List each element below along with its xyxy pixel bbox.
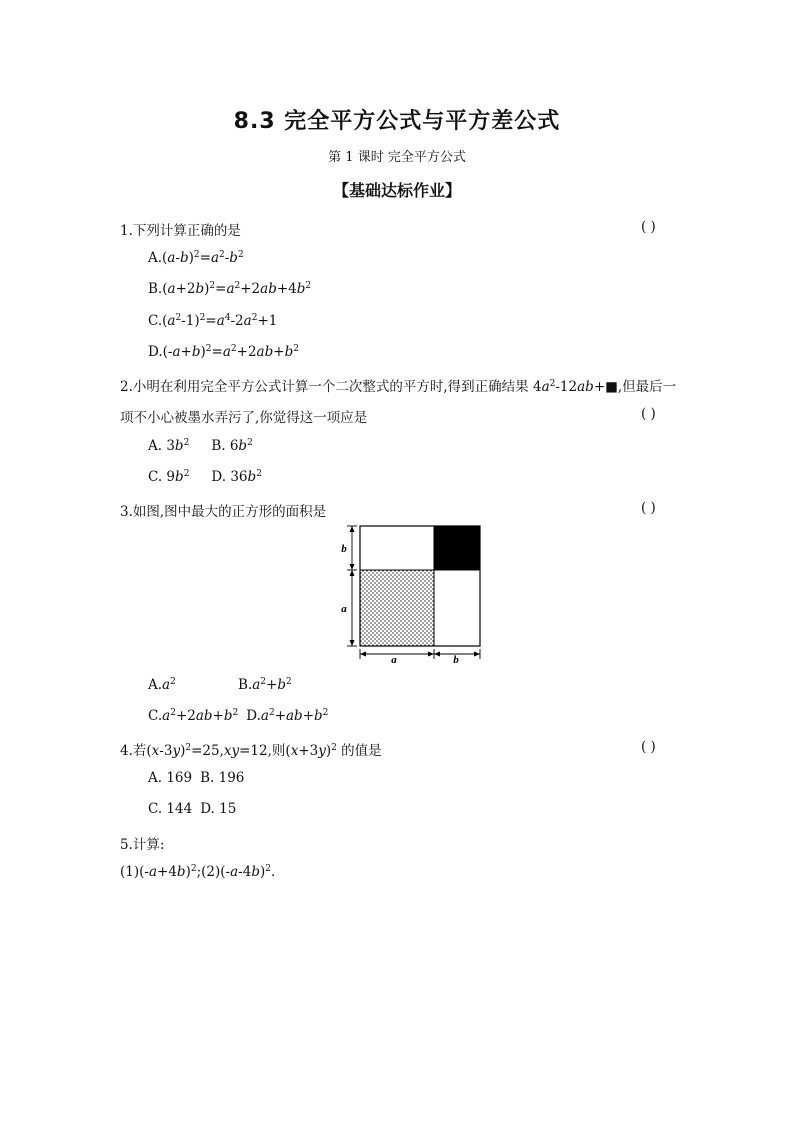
question-2-stem-line-1: 2.小明在利用完全平方公式计算一个二次整式的平方时,得到正确结果 $4a^2-12ab+■$,但最后一 [120, 379, 677, 395]
question-3-option-d: $D.a^2+ab+b^2$ [246, 708, 329, 724]
question-4-option-c: C. 144 [148, 801, 193, 817]
question-2-answer-blank: ( ) [641, 406, 656, 422]
question-1-answer-blank: ( ) [641, 219, 656, 235]
question-4-stem: 4.若$(x-3y)^2=25,xy=12$,则$(x+3y)^2$ 的值是 [120, 743, 382, 759]
figure-label-a-left: a [341, 603, 347, 615]
question-2-options-cd [148, 469, 262, 485]
dotted-a-square [360, 570, 434, 646]
question-4-options-ab [148, 770, 244, 786]
question-4-options-cd [148, 801, 236, 817]
question-2-option-a: A. $3b^2$ [148, 438, 190, 454]
question-1-option-c: $C.(a^2-1)^2=a^4-2a^2+1$ [148, 313, 278, 329]
question-2-stem-line-2: 项不小心被墨水弄污了,你觉得这一项应是 [120, 410, 368, 426]
question-2-option-d: D. $36b^2$ [211, 469, 262, 485]
figure-label-b-left: b [341, 543, 347, 555]
question-2-option-b: B. $6b^2$ [211, 438, 253, 454]
square-area-figure [336, 520, 486, 664]
question-3-option-c: $C.a^2+2ab+b^2$ [148, 708, 239, 724]
question-3-stem: 3.如图,图中最大的正方形的面积是 [120, 504, 327, 520]
figure-label-b-bottom: b [453, 654, 459, 664]
lesson-subtitle: 第 1 课时 完全平方公式 [328, 150, 466, 165]
question-1-option-d: $D.(-a+b)^2=a^2+2ab+b^2$ [148, 344, 299, 360]
question-1-option-b: $B.(a+2b)^2=a^2+2ab+4b^2$ [148, 281, 312, 297]
question-5-expressions: $(1)(-a+4b)^2;(2)(-a-4b)^2$. [120, 864, 276, 880]
question-5-stem: 5.计算: [120, 837, 165, 853]
question-3-options-cd [148, 708, 328, 724]
question-1-stem: 1.下列计算正确的是 [120, 223, 241, 239]
question-4-option-d: D. 15 [200, 801, 237, 817]
question-4-answer-blank: ( ) [641, 739, 656, 755]
question-3-answer-blank: ( ) [641, 500, 656, 516]
question-2-options-ab [148, 438, 253, 454]
question-1-option-a: $A.(a-b)^2=a^2-b^2$ [148, 250, 244, 266]
question-3-option-b: $B.a^2+b^2$ [238, 677, 292, 693]
page-title: 8.3 完全平方公式与平方差公式 [233, 109, 561, 134]
section-heading: 【基础达标作业】 [332, 181, 461, 200]
figure-label-a-bottom: a [391, 654, 397, 664]
black-b-square [434, 526, 480, 570]
question-4-option-a: A. 169 [148, 770, 193, 786]
question-3-option-a: $A.a^2$ [148, 677, 176, 693]
question-4-option-b: B. 196 [200, 770, 245, 786]
question-3-options-ab [148, 677, 292, 693]
question-2-option-c: C. $9b^2$ [148, 469, 190, 485]
